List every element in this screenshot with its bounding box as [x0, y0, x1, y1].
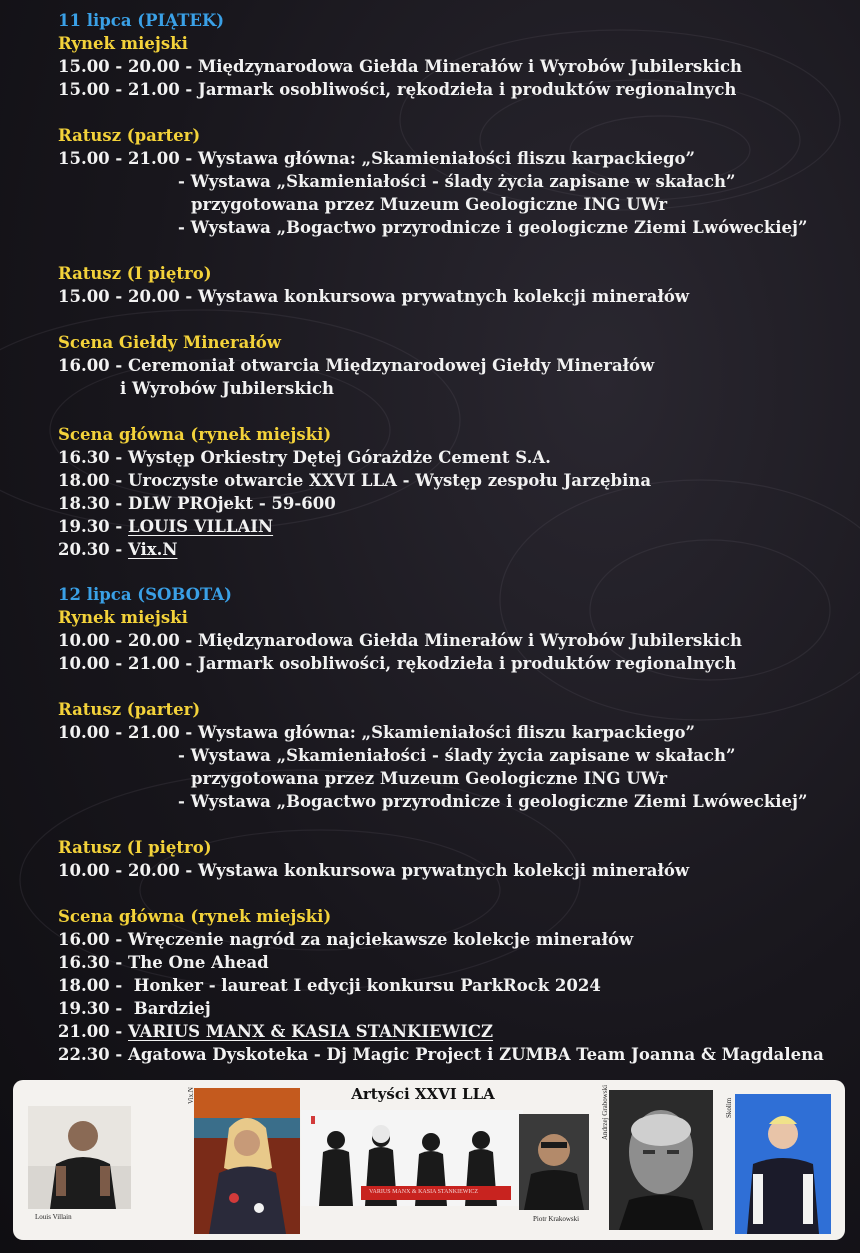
day-title: 12 lipca (SOBOTA) — [58, 585, 232, 604]
event-text: Bardziej — [128, 999, 211, 1018]
event-text: Wystawa główna: „Skamieniałości fliszu karpackiego” — [198, 723, 696, 742]
caption-vixn: Vix.N — [187, 1087, 195, 1104]
event-time: 18.00 - — [58, 976, 129, 995]
event-time: 19.30 - — [58, 999, 129, 1018]
venue-heading: Rynek miejski — [58, 34, 188, 53]
schedule-line — [58, 55, 840, 78]
schedule-line — [58, 1043, 840, 1066]
schedule-line — [58, 469, 840, 492]
event-time: 16.30 - — [58, 953, 129, 972]
event-text: Ceremoniał otwarcia Międzynarodowej Giełdy Minerałów — [128, 356, 655, 375]
event-text: Międzynarodowa Giełda Minerałów i Wyrobów Jubilerskich — [198, 631, 743, 650]
schedule-line — [58, 492, 840, 515]
event-text: Występ Orkiestry Dętej Górażdże Cement S.A. — [128, 448, 551, 467]
schedule-line — [58, 951, 840, 974]
event-time: 20.30 - — [58, 540, 129, 559]
event-text: - Wystawa „Bogactwo przyrodnicze i geologiczne Ziemi Lwóweckiej” — [178, 218, 808, 237]
venue-section — [58, 905, 840, 1066]
venue-heading: Rynek miejski — [58, 608, 188, 627]
event-text: Honker - laureat I edycji konkursu ParkRock 2024 — [128, 976, 601, 995]
schedule-line — [58, 354, 840, 377]
event-time: 16.00 - — [58, 930, 129, 949]
schedule-line — [58, 744, 840, 767]
venue-section — [58, 836, 840, 882]
venue-section — [58, 124, 840, 239]
artist-photo-skolim — [735, 1094, 831, 1234]
schedule-line — [58, 721, 840, 744]
day-block — [58, 10, 840, 561]
schedule-line — [58, 859, 840, 882]
artist-photo-vixn — [194, 1088, 300, 1234]
event-time: 21.00 - — [58, 1022, 129, 1041]
schedule-line — [58, 652, 840, 675]
schedule-line — [58, 1020, 840, 1043]
event-text: Uroczyste otwarcie XXVI LLA - Występ zespołu Jarzębina — [128, 471, 652, 490]
schedule-line — [58, 170, 840, 193]
schedule-line — [58, 78, 840, 101]
event-time: 15.00 - 20.00 - — [58, 287, 199, 306]
schedule-line — [58, 515, 840, 538]
event-time: 10.00 - 20.00 - — [58, 631, 199, 650]
event-text: przygotowana przez Muzeum Geologiczne ING UWr — [191, 769, 668, 788]
schedule-line — [58, 629, 840, 652]
caption-varius-manx-banner: VARIUS MANX & KASIA STANKIEWICZ — [369, 1189, 479, 1195]
event-text: Vix.N — [128, 540, 178, 559]
venue-heading: Scena główna (rynek miejski) — [58, 907, 332, 926]
venue-heading: Ratusz (I piętro) — [58, 264, 212, 283]
venue-heading: Ratusz (I piętro) — [58, 838, 212, 857]
event-time: 15.00 - 20.00 - — [58, 57, 199, 76]
venue-section — [58, 331, 840, 400]
event-text: Agatowa Dyskoteka - Dj Magic Project i ZUMBA Team Joanna & Magdalena — [128, 1045, 824, 1064]
day-block — [58, 584, 840, 1066]
schedule-line — [58, 767, 840, 790]
artist-photo-andrzej-grabowski — [609, 1090, 713, 1230]
event-text: - Wystawa „Skamieniałości - ślady życia zapisane w skałach” — [178, 746, 736, 765]
event-time: 16.30 - — [58, 448, 129, 467]
venue-heading: Ratusz (parter) — [58, 700, 201, 719]
event-time: 15.00 - 21.00 - — [58, 149, 199, 168]
venue-section — [58, 262, 840, 308]
event-time: 10.00 - 21.00 - — [58, 723, 199, 742]
schedule — [58, 10, 840, 1066]
schedule-line — [58, 997, 840, 1020]
day-title: 11 lipca (PIĄTEK) — [58, 11, 225, 30]
event-text: - Wystawa „Skamieniałości - ślady życia zapisane w skałach” — [178, 172, 736, 191]
event-time: 10.00 - 20.00 - — [58, 861, 199, 880]
event-time: 18.30 - — [58, 494, 129, 513]
event-time: 10.00 - 21.00 - — [58, 654, 199, 673]
schedule-line — [58, 377, 840, 400]
artists-title: Artyści XXVI LLA — [351, 1085, 495, 1103]
schedule-line — [58, 446, 840, 469]
event-text: Wręczenie nagród za najciekawsze kolekcje minerałów — [128, 930, 634, 949]
caption-andrzej-grabowski: Andrzej Grabowski — [601, 1084, 609, 1140]
artist-photo-piotr-krakowski — [519, 1114, 589, 1210]
event-text: - Wystawa „Bogactwo przyrodnicze i geologiczne Ziemi Lwóweckiej” — [178, 792, 808, 811]
event-text: DLW PROjekt - 59-600 — [128, 494, 336, 513]
schedule-line — [58, 216, 840, 239]
venue-heading: Ratusz (parter) — [58, 126, 201, 145]
venue-heading: Scena główna (rynek miejski) — [58, 425, 332, 444]
schedule-line — [58, 928, 840, 951]
event-text: VARIUS MANX & KASIA STANKIEWICZ — [128, 1022, 494, 1041]
event-time: 18.00 - — [58, 471, 129, 490]
artists-panel — [13, 1080, 845, 1240]
event-text: przygotowana przez Muzeum Geologiczne ING UWr — [191, 195, 668, 214]
event-text: The One Ahead — [128, 953, 269, 972]
event-time: 15.00 - 21.00 - — [58, 80, 199, 99]
event-text: LOUIS VILLAIN — [128, 517, 274, 536]
event-text: i Wyrobów Jubilerskich — [120, 379, 335, 398]
schedule-line — [58, 193, 840, 216]
schedule-line — [58, 974, 840, 997]
event-text: Wystawa konkursowa prywatnych kolekcji minerałów — [198, 287, 690, 306]
event-text: Wystawa konkursowa prywatnych kolekcji minerałów — [198, 861, 690, 880]
schedule-line — [58, 790, 840, 813]
venue-section — [58, 606, 840, 675]
event-text: Międzynarodowa Giełda Minerałów i Wyrobów Jubilerskich — [198, 57, 743, 76]
event-text: Jarmark osobliwości, rękodzieła i produktów regionalnych — [198, 654, 737, 673]
schedule-line — [58, 147, 840, 170]
event-text: Wystawa główna: „Skamieniałości fliszu karpackiego” — [198, 149, 696, 168]
caption-louis-villain: Louis Villain — [35, 1213, 72, 1221]
venue-section — [58, 698, 840, 813]
artist-photo-louis-villain — [28, 1106, 131, 1209]
caption-piotr-krakowski: Piotr Krakowski — [533, 1215, 580, 1223]
schedule-line — [58, 538, 840, 561]
event-time: 22.30 - — [58, 1045, 129, 1064]
event-time: 19.30 - — [58, 517, 129, 536]
venue-section — [58, 32, 840, 101]
schedule-line — [58, 285, 840, 308]
event-text: Jarmark osobliwości, rękodzieła i produktów regionalnych — [198, 80, 737, 99]
venue-heading: Scena Giełdy Minerałów — [58, 333, 281, 352]
event-time: 16.00 - — [58, 356, 129, 375]
venue-section — [58, 423, 840, 561]
caption-skolim: Skolim — [725, 1097, 733, 1118]
